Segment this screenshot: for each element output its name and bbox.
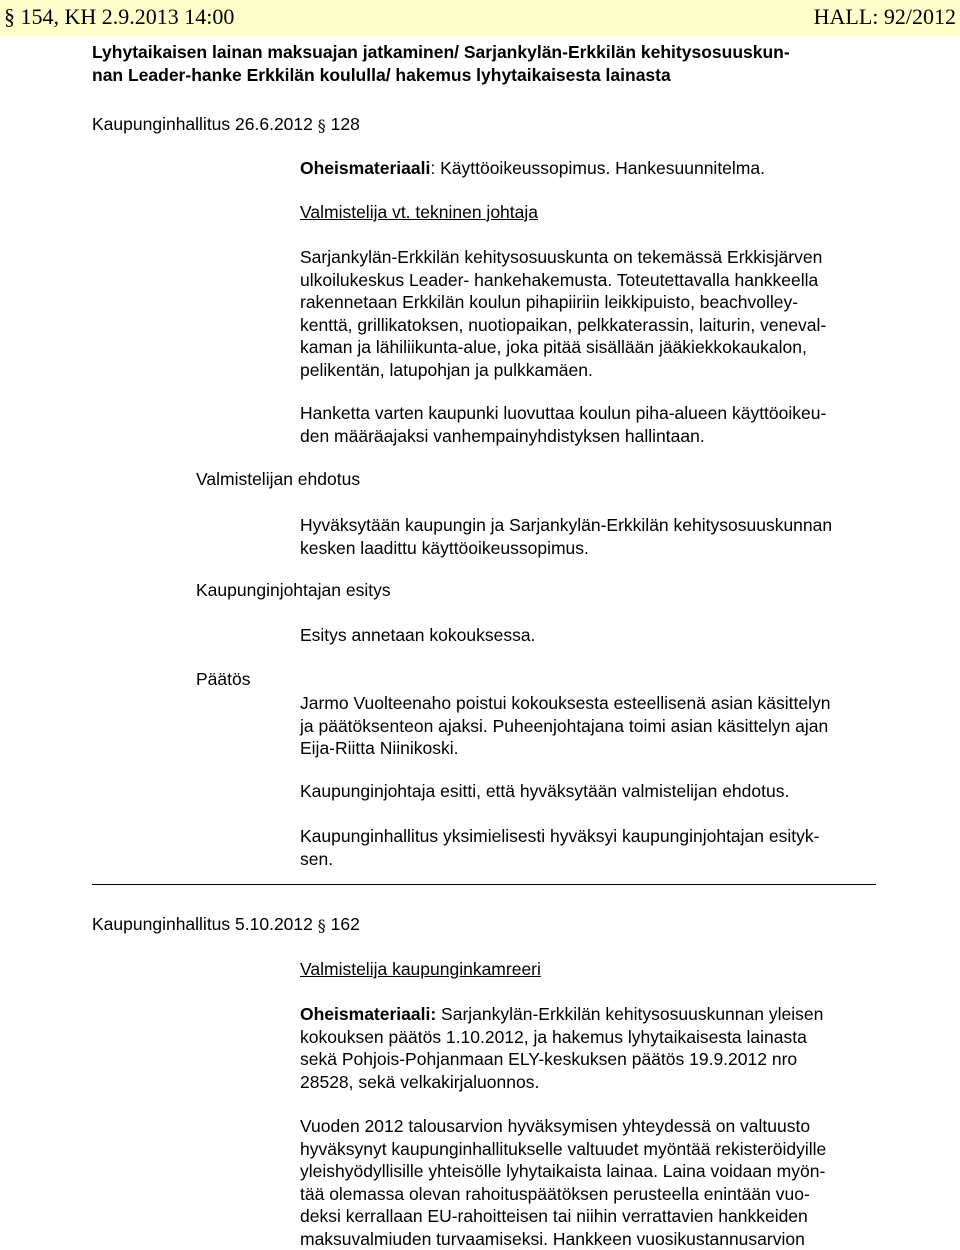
meeting-reference-2 (92, 914, 360, 935)
paragraph-line: yleishyödyllisille yhteisölle lyhytaikaista lainaa. Laina voidaan myön- (300, 1160, 900, 1183)
background-paragraph (300, 246, 900, 381)
decision-label: Päätös (196, 669, 250, 690)
land-use-paragraph (300, 402, 900, 447)
decision-paragraph-2: Kaupunginjohtaja esitti, että hyväksytään valmistelijan ehdotus. (300, 781, 789, 802)
meeting-reference-1 (92, 114, 360, 135)
paragraph-line: hyväksynyt kaupunginhallitukselle valtuudet myöntää rekisteröidyille (300, 1138, 900, 1161)
paragraph-line: Vuoden 2012 talousarvion hyväksymisen yhteydessä on valtuusto (300, 1115, 900, 1138)
document-title-line-1: Lyhytaikaisen lainan maksuajan jatkaminen/ Sarjankylän-Erkkilän kehitysosuuskun- (92, 42, 790, 63)
paragraph-line: tää olemassa olevan rahoituspäätöksen perusteella enintään vuo- (300, 1183, 900, 1206)
paragraph-line: Kaupunginhallitus yksimielisesti hyväksyi kaupunginjohtajan esityk- (300, 825, 900, 848)
section-reference: § 154, KH 2.9.2013 14:00 (4, 4, 234, 30)
section-divider (92, 884, 876, 885)
section-mark: § (318, 916, 326, 935)
mayor-proposal-text: Esitys annetaan kokouksessa. (300, 625, 535, 646)
attachments-label: Oheismateriaali: (300, 1004, 436, 1024)
paragraph-line: kesken laadittu käyttöoikeussopimus. (300, 537, 900, 560)
paragraph-line: ulkoilukeskus Leader- hankehakemusta. Toteutettavalla hankkeella (300, 269, 900, 292)
meeting-body: Kaupunginhallitus 26.6.2012 (92, 114, 313, 134)
section-number: 162 (331, 914, 360, 934)
paragraph-line: Hanketta varten kaupunki luovuttaa koulun piha-alueen käyttöoikeu- (300, 402, 900, 425)
paragraph-line: sen. (300, 848, 900, 871)
section-mark: § (318, 116, 326, 135)
attachments-label: Oheismateriaali (300, 158, 430, 178)
section-number: 128 (331, 114, 360, 134)
proposal-paragraph (300, 514, 900, 559)
paragraph-line: kokouksen päätös 1.10.2012, ja hakemus lyhytaikaisesta lainasta (300, 1026, 900, 1049)
document-header (0, 0, 960, 36)
meeting-body: Kaupunginhallitus 5.10.2012 (92, 914, 313, 934)
preparer-heading-1: Valmistelija vt. tekninen johtaja (300, 202, 538, 223)
paragraph-line: Sarjankylän-Erkkilän kehitysosuuskunta on tekemässä Erkkisjärven (300, 246, 900, 269)
paragraph-line: kaman ja lähiliikunta-alue, joka pitää sisällään jääkiekkokaukalon, (300, 336, 900, 359)
paragraph-line: kenttä, grillikatoksen, nuotiopaikan, pelkkaterassin, laiturin, veneval- (300, 314, 900, 337)
paragraph-line: deksi kerrallaan EU-rahoitteisen tai niihin verrattavien hankkeiden (300, 1205, 900, 1228)
paragraph-line: Eija-Riitta Niinikoski. (300, 737, 900, 760)
paragraph-line: ja päätöksenteon ajaksi. Puheenjohtajana toimi asian käsittelyn ajan (300, 715, 900, 738)
decision-paragraph-3 (300, 825, 900, 870)
attachments-paragraph-2 (300, 1003, 900, 1093)
attachments-text: : Käyttöoikeussopimus. Hankesuunnitelma. (430, 158, 765, 178)
paragraph-line: maksuvalmiuden turvaamiseksi. Hankkeen vuosikustannusarvion (300, 1228, 900, 1250)
preparer-heading-2: Valmistelija kaupunginkamreeri (300, 959, 541, 980)
paragraph-line: 28528, sekä velkakirjaluonnos. (300, 1071, 900, 1094)
paragraph-line: rakennetaan Erkkilän koulun pihapiiriin leikkipuisto, beachvolley- (300, 291, 900, 314)
case-number: HALL: 92/2012 (814, 4, 956, 30)
paragraph-line: sekä Pohjois-Pohjanmaan ELY-keskuksen päätös 19.9.2012 nro (300, 1048, 900, 1071)
budget-paragraph (300, 1115, 900, 1250)
proposal-label: Valmistelijan ehdotus (196, 469, 360, 490)
mayor-proposal-label: Kaupunginjohtajan esitys (196, 580, 391, 601)
paragraph-line: Sarjankylän-Erkkilän kehitysosuuskunnan yleisen (436, 1004, 823, 1024)
decision-paragraph-1 (300, 692, 900, 760)
attachments-line-1 (300, 158, 765, 179)
paragraph-line: den määräajaksi vanhempainyhdistyksen hallintaan. (300, 425, 900, 448)
document-title-line-2: nan Leader-hanke Erkkilän koululla/ hakemus lyhytaikaisesta lainasta (92, 65, 671, 86)
paragraph-line: pelikentän, latupohjan ja pulkkamäen. (300, 359, 900, 382)
paragraph-line: Jarmo Vuolteenaho poistui kokouksesta esteellisenä asian käsittelyn (300, 692, 900, 715)
paragraph-line: Hyväksytään kaupungin ja Sarjankylän-Erkkilän kehitysosuuskunnan (300, 514, 900, 537)
